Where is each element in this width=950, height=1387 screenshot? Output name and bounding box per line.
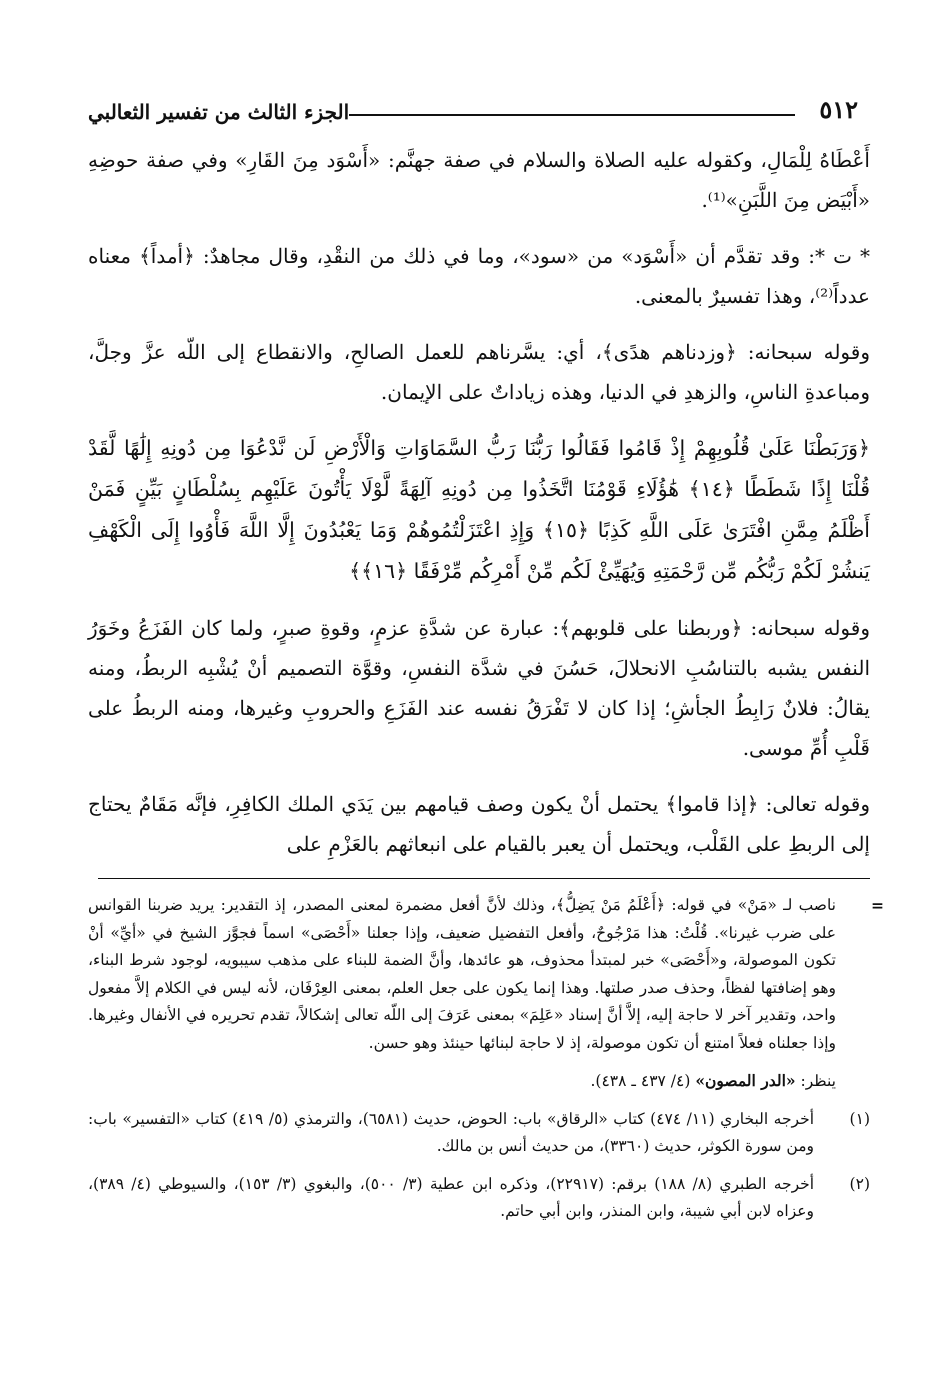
footnote-2-text: أخرجه الطبري (٨/ ١٨٨) برقم: (٢٢٩١٧)، وذكره ابن عطية (٣/ ٥٠٠)، والبغوي (٣/ ١٥٣)، والسيوطي (٤/ ٣٨٩)، وعزاه لابن أبي شيبة، وابن المنذر، وابن أبي حاتم. — [88, 1174, 815, 1220]
paragraph-5: وقوله تعالى: ﴿إذا قاموا﴾ يحتمل أنْ يكون وصف قيامهم بين يَدَي الملك الكافِرِ، فإنَّه مَقَامٌ يحتاج إلى الربطِ على القَلْب، ويحتمل أن يعبر بالقيام على انبعاثهم بالعَزْمِ على — [88, 792, 870, 856]
page-number: ٥١٢ — [819, 95, 858, 124]
reference-prefix: ينظر: — [795, 1072, 836, 1090]
reference-title: «الدر المصون» — [695, 1071, 796, 1090]
reference-suffix: (٤/ ٤٣٧ ـ ٤٣٨). — [590, 1072, 696, 1090]
quran-verse-block: ﴿وَرَبَطْنَا عَلَىٰ قُلُوبِهِمْ إِذْ قَامُوا فَقَالُوا رَبُّنَا رَبُّ السَّمَاوَاتِ وَالْأَرْضِ لَن نَّدْعُوَا مِن دُونِهِ إِلَٰهًا لَّقَدْ قُلْنَا إِذًا شَطَطًا ﴿١٤﴾ هَٰؤُلَاءِ قَوْمُنَا اتَّخَذُوا مِن دُونِهِ آلِهَةً لَّوْلَا يَأْتُونَ عَلَيْهِم بِسُلْطَانٍ بَيِّنٍ فَمَنْ أَظْلَمُ مِمَّنِ افْتَرَىٰ عَلَى اللَّهِ كَذِبًا ﴿١٥﴾ وَإِذِ اعْتَزَلْتُمُوهُمْ وَمَا يَعْبُدُونَ إِلَّا اللَّهَ فَأْوُوا إِلَى الْكَهْفِ يَنشُرْ لَكُمْ رَبُّكُم مِّن رَّحْمَتِهِ وَيُهَيِّئْ لَكُم مِّنْ أَمْرِكُم مِّرْفَقًا ﴿١٦﴾﴾ — [88, 436, 871, 583]
paragraph-3: وقوله سبحانه: ﴿وزدناهم هدًى﴾، أي: يسَّرناهم للعمل الصالحِ، والانقطاع إلى اللّه عزَّ وجلَّ، ومباعدةِ الناسِ، والزهدِ في الدنيا، وهذه زياداتٌ على الإيمان. — [88, 340, 870, 404]
footnote-1 — [88, 1106, 870, 1161]
running-head: الجزء الثالث من تفسير الثعالبي — [88, 100, 350, 124]
paragraph-4: وقوله سبحانه: ﴿وربطنا على قلوبهم﴾: عبارة عن شدَّةِ عزمٍ، وقوةِ صبرٍ، ولما كان الفَزَعُ وخَوَرُ النفس يشبه بالتناسُبِ الانحلالَ، حَسُنَ في شدَّة النفسِ، وقوَّة التصميم أنْ يُشْبِه الربطُ، ومنه يقالُ: فلانٌ رَابِطُ الجأشِ؛ إذا كان لا تَفْرَقُ نفسه عند الفَزَعِ والحروبِ وغيرها، ومنه الربطُ على قَلْبِ أُمِّ موسى. — [88, 616, 870, 760]
footnote-2 — [88, 1171, 870, 1226]
continued-note — [88, 892, 884, 1057]
header-rule — [349, 114, 795, 116]
main-text — [88, 140, 870, 880]
footnote-separator — [98, 878, 870, 879]
footnote-1-text: أخرجه البخاري (١١/ ٤٧٤) كتاب «الرقاق» باب: الحوض، حديث (٦٥٨١)، والترمذي (٥/ ٤١٩) كتاب «التفسير» باب: ومن سورة الكوثر، حديث (٣٣٦٠)، من حديث أنس بن مالك. — [88, 1109, 814, 1155]
footnote-1-number: (١) — [849, 1109, 870, 1128]
continuation-mark: = — [871, 896, 884, 915]
footnote-2-number: (٢) — [849, 1174, 870, 1193]
reference-note — [88, 1067, 870, 1096]
page-header — [88, 78, 858, 122]
footnotes-area — [88, 892, 884, 1236]
continued-note-text: ناصب لـ «مَنْ» في قوله: ﴿أَعْلَمُ مَنْ يَضِلُّ﴾، وذلك لأنَّ أفعل مضمرة لمعنى المصدر، إذ التقدير: يريد ضربنا القوانس على ضرب غيرنا». قُلْتُ: هذا مَرْجُوحٌ، وأفعل التفضيل ضعيف، وإذا جعلنا «أَحْصَى» اسماً فجوَّز الشيخ في «أيِّ» أنْ تكون الموصولة، و«أَحْصَى» خبر لمبتدأ محذوف، هو عائدها، وأنَّ الضمة للبناء على مذهب سيبويه، لوجود شرط البناء، وهو إضافتها لفظاً، وحذف صدر صلتها. وهذا إنما يكون على جعل العلم، بمعنى العِرْفَان، لأنه ليس في الكلام إلاَّ مفعول واحد، وتقدير آخر لا حاجة إليه، إلاَّ أنَّ إسناد «عَلِمَ» بمعنى عَرَفَ إلى اللّه تعالى إشكالاً، تقدم تحريره في الأنفال وغيرها. وإذا جعلناه فعلاً امتنع أن تكون موصولة، إذ لا حاجة لبنائها حينئذ وهو حسن. — [88, 896, 836, 1052]
paragraph-2: * ت *: وقد تقدَّم أن «أَسْوَد» من «سود»، وما في ذلك من النقْدِ، وقال مجاهدٌ: ﴿أمداً﴾ معناه عدداً⁽²⁾، وهذا تفسيرٌ بالمعنى. — [88, 244, 870, 308]
paragraph-1: أَعْطَاهُ لِلْمَالِ، وكقوله عليه الصلاة والسلام في صفة جهنَّم: «أَسْوَد مِنَ القَارِ» وفي صفة حوضِهِ «أَبْيَض مِنَ اللَّبَنِ»⁽¹⁾. — [88, 148, 870, 212]
